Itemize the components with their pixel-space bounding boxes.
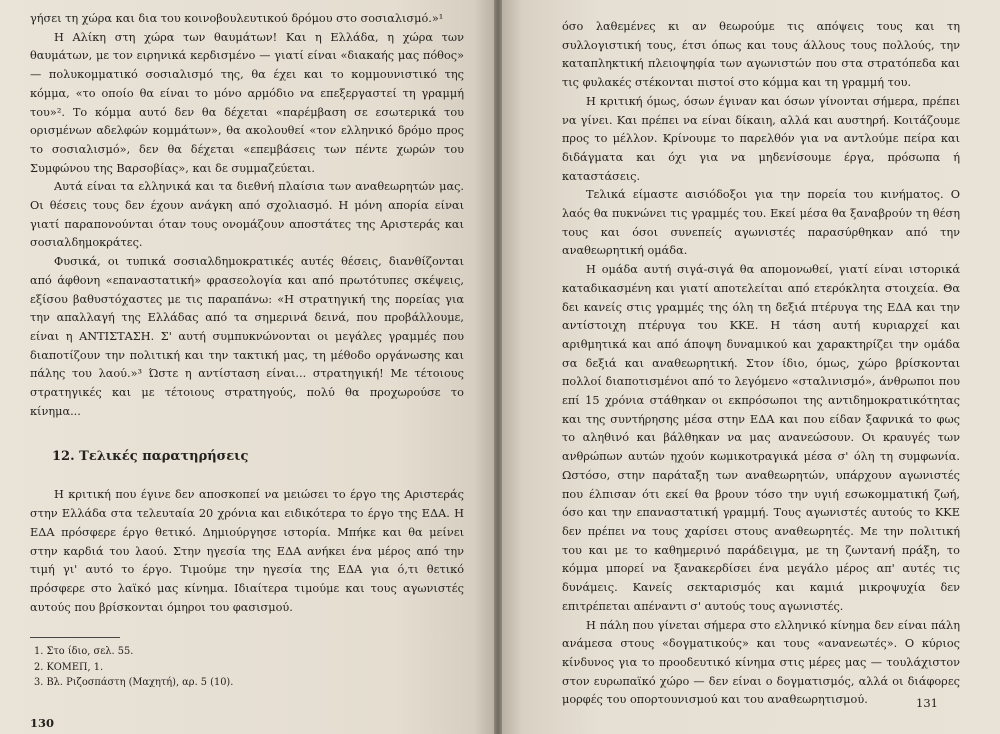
left-paragraph-2: Η Αλίκη στη χώρα των θαυμάτων! Και η Ελλάδα, η χώρα των θαυμάτων, με τον ειρηνικά κερδισμένο — γιατί είναι «διακαής μας πόθος» — πολυκομματικό σοσιαλισμό της, θα έχει και το κομμουνιστικό της κόμμα, «το οποίο θα είναι το μόνο αρμόδιο να επεξεργαστεί τη γραμμή του»². Το κόμμα αυτό δεν θα δέχεται «παρέμβαση σε εσωτερικά του ορισμένων αδελφών κομμάτων», θα ακολουθεί «τον ελληνικό δρόμο προς το σοσιαλισμό», δεν θα δέχεται «επεμβάσεις των πέντε χωρών του Συμφώνου της Βαρσοβίας», και δε συμμαζεύεται. (30, 30, 464, 175)
right-paragraph-4: Η ομάδα αυτή σιγά-σιγά θα απομονωθεί, γιατί είναι ιστορικά καταδικασμένη και γιατί αποτελείται από ετερόκλητα στοιχεία. Θα δει κανείς στις γραμμές της όλη τη δεξιά πτέρυγα της ΕΔΑ και την αντίστοιχη πτέρυγα του ΚΚΕ. Η τάση αυτή κυριαρχεί και αριθμητικά και από άποψη δυναμικού και χαρακτηρίζει την ομάδα σα δεξιά και αναθεωρητική. Στον ίδιο, όμως, χώρο βρίσκονται πολλοί διαποτισμένοι από το λεγόμενο «σταλινισμό», άνθρωποι που επί 15 χρόνια στάθηκαν οι εκπρόσωποι της αντιδημοκρατικότητας και της συντήρησης μέσα στην ΕΔΑ και που είδαν ξαφνικά το φως το αληθινό και βάλθηκαν να μας ανανεώσουν. Οι κραυγές των ανθρώπων αυτών ηχούν κωμικοτραγικά μέσα σ' όλη τη συμφωνία. Ωστόσο, στην παράταξη των αναθεωρητών, υπάρχουν αγωνιστές που έλπισαν ότι εκεί θα βρουν τόσο την υγιή εσωκομματική ζωή, όσο και την επαναστατική γραμμή. Τους αγωνιστές αυτούς το ΚΚΕ δεν πρέπει να τους χαρίσει στους αναθεωρητές. Με την πολιτική του και με το καθημερινό παράδειγμα, με τη ζωντανή πράξη, το κόμμα μπορεί να ξανακερδίσει ένα μεγάλο μέρος απ' αυτές τις δυνάμεις. Κανείς σεκταρισμός και καμιά μικροψυχία δεν επιτρέπεται απέναντι σ' αυτούς τους αγωνιστές. (562, 263, 960, 613)
book-gutter (494, 0, 502, 734)
section-text (30, 486, 464, 617)
right-paragraph-3: Τελικά είμαστε αισιόδοξοι για την πορεία του κινήματος. Ο λαός θα πυκνώνει τις γραμμές του. Εκεί μέσα θα ξαναβρούν τη θέση τους και όσοι συνεπείς αγωνιστές παρασύρθηκαν από την αναθεωρητική ομάδα. (562, 188, 960, 258)
page-number-left: 130 (30, 716, 55, 730)
page-number-right: 131 (916, 696, 938, 710)
footnote-1: 1. Στο ίδιο, σελ. 55. (34, 646, 134, 658)
footnotes (34, 644, 464, 691)
section-heading: 12. Τελικές παρατηρήσεις (52, 449, 249, 465)
right-page-text (562, 18, 960, 710)
left-paragraph-3: Αυτά είναι τα ελληνικά και τα διεθνή πλαίσια των αναθεωρητών μας. Οι θέσεις τους δεν έχουν ανάγκη από σχολιασμό. Η μόνη απορία είναι γιατί παραπονούνται όταν τους ονομάζουν αποστάτες της Αριστεράς και σοσιαλδημοκράτες. (30, 180, 464, 250)
footnote-2: 2. ΚΟΜΕΠ, 1. (34, 661, 104, 673)
footnote-divider (30, 637, 120, 638)
right-page (502, 0, 1000, 734)
footnote-3: 3. Βλ. Ριζοσπάστη (Μαχητή), αρ. 5 (10). (34, 677, 234, 689)
left-paragraph-4: Φυσικά, οι τυπικά σοσιαλδημοκρατικές αυτές θέσεις, διανθίζονται από άφθονη «επαναστατική» φρασεολογία και από πρωτότυπες σκέψεις, εξίσου βαθυστόχαστες με τις παραπάνω: «Η στρατηγική της πορείας για την απαλλαγή της Ελλάδας από τα σημερινά δεινά, που προβάλλουμε, είναι η ΑΝΤΙΣΤΑΣΗ. Σ' αυτή συμπυκνώνονται οι μεγάλες γραμμές που διαποτίζουν την πολιτική και την τακτική μας, τη μέθοδο οργάνωσης και πάλης του λαού.»³ Ώστε η αντίσταση είναι... στρατηγική! Με τέτοιους στρατηγικές και με τέτοιους στρατηγούς, πολύ θα προχωρούσε το κίνημα... (30, 255, 464, 418)
right-paragraph-5: Η πάλη που γίνεται σήμερα στο ελληνικό κίνημα δεν είναι πάλη ανάμεσα στους «δογματικούς» και τους «ανανεωτές». Ο κύριος κίνδυνος για το προοδευτικό κίνημα στις μέρες μας — τουλάχιστον στον ευρωπαϊκό χώρο — δεν είναι ο δογματισμός, αλλά οι διάφορες μορφές του οπορτουνισμού και του αναθεωρητισμού. (562, 618, 960, 707)
section-paragraph: Η κριτική που έγινε δεν αποσκοπεί να μειώσει το έργο της Αριστεράς στην Ελλάδα στα τελευταία 20 χρόνια και ειδικότερα το έργο της ΕΔΑ. Η ΕΔΑ πρόσφερε έργο θετικό. Δημιούργησε ιστορία. Μπήκε και θα μείνει στην καρδιά του λαού. Στην ηγεσία της ΕΔΑ ανήκει ένα μέρος από την τιμή γι' αυτό το έργο. Τιμούμε την ηγεσία της ΕΔΑ για ό,τι θετικό πρόσφερε στο λαϊκό μας κίνημα. Ιδιαίτερα τιμούμε και τους αγωνιστές αυτούς που βρίσκονται όμηροι του φασισμού. (30, 488, 464, 614)
left-page (0, 0, 494, 734)
right-paragraph-2: Η κριτική όμως, όσων έγιναν και όσων γίνονται σήμερα, πρέπει να γίνει. Και πρέπει να είναι δίκαιη, αλλά και αυστηρή. Κοιτάζουμε προς το μέλλον. Κρίνουμε το παρελθόν για να αντλούμε πείρα και διδάγματα και όχι για να μηδενίσουμε έργα, πρόσωπα ή καταστάσεις. (562, 94, 960, 183)
left-page-text (30, 10, 464, 421)
left-paragraph-1: γήσει τη χώρα και δια του κοινοβουλευτικού δρόμου στο σοσιαλισμό.»¹ (30, 12, 444, 25)
right-paragraph-1: όσο λαθεμένες κι αν θεωρούμε τις απόψεις τους και τη συλλογιστική τους, έτσι όπως και τους άλλους τους πολλούς, την καταπληκτική πλειοψηφία των αγωνιστών που στα στρατόπεδα και τις φυλακές στέκονται πιστοί στο κόμμα και τη γραμμή του. (562, 20, 960, 90)
